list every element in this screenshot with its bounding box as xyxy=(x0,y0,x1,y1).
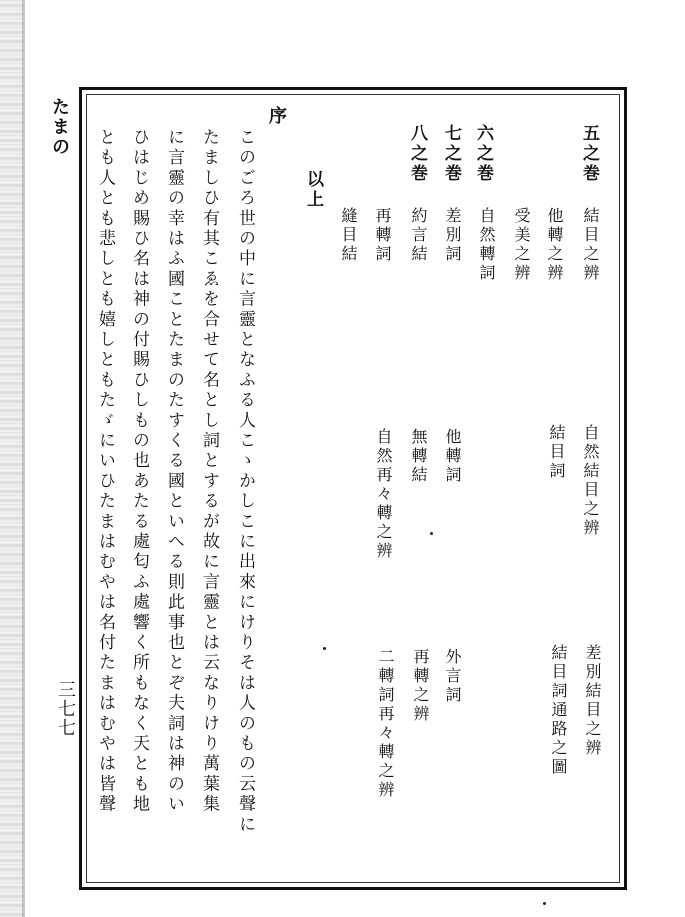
scan-speck xyxy=(543,902,546,905)
toc-entry: 受美之辨 xyxy=(512,207,531,283)
toc-ending: 以上 xyxy=(303,170,323,210)
toc-chapter-8: 八之巻 xyxy=(407,124,427,184)
toc-entry: 外言詞 xyxy=(443,648,462,705)
running-title: たまの xyxy=(49,97,70,157)
scan-edge-shadow xyxy=(0,0,24,917)
toc-entry: 結目詞 xyxy=(547,424,566,481)
toc-chapter-7: 七之巻 xyxy=(441,124,461,184)
toc-entry: 自然轉詞 xyxy=(477,207,496,283)
preface-line: とも人とも悲しとも嬉しともたゞにいひたまはむやは名付たまはむやは皆聲 xyxy=(95,128,115,815)
scan-edge-line xyxy=(22,0,25,917)
preface-line: に言靈の幸はふ國ことたまのたすくる國といへる則此事也とぞ夫詞は神のい xyxy=(164,128,184,815)
toc-entry: 再轉詞 xyxy=(373,207,392,264)
page-number: 三七七 xyxy=(55,680,76,737)
scan-speck xyxy=(323,647,326,650)
toc-entry: 二轉詞再々轉之辨 xyxy=(376,648,395,800)
toc-entry: 結目之辨 xyxy=(581,207,600,283)
preface-line: ひはじめ賜ひ名は神の付賜ひしもの也あたる處匂ふ處響く所もなく天とも地 xyxy=(129,128,149,815)
preface-line: たましひ有其こゑを合せて名とし詞とするが故に言靈とは云なりけり萬葉集 xyxy=(199,128,219,815)
toc-entry: 結目詞通路之圖 xyxy=(549,644,568,777)
toc-entry: 約言結 xyxy=(409,207,428,264)
toc-entry: 再轉之辨 xyxy=(411,648,430,724)
toc-entry: 差別詞 xyxy=(443,207,462,264)
toc-chapter-5: 五之巻 xyxy=(579,124,599,184)
toc-entry: 無轉結 xyxy=(409,428,428,485)
toc-entry: 縫目結 xyxy=(339,207,358,264)
toc-entry: 差別結目之辨 xyxy=(583,644,602,758)
preface-line: このごろ世の中に言靈となふる人こゝかしこに出來にけりそは人のもの云聲に xyxy=(235,128,255,835)
toc-chapter-6: 六之巻 xyxy=(473,124,493,184)
preface-heading: 序 xyxy=(266,106,287,128)
toc-entry: 他轉詞 xyxy=(443,428,462,485)
toc-entry: 自然再々轉之辨 xyxy=(374,428,393,561)
toc-entry: 他轉之辨 xyxy=(545,207,564,283)
scan-speck xyxy=(430,532,433,535)
toc-entry: 自然結目之辨 xyxy=(581,424,600,538)
